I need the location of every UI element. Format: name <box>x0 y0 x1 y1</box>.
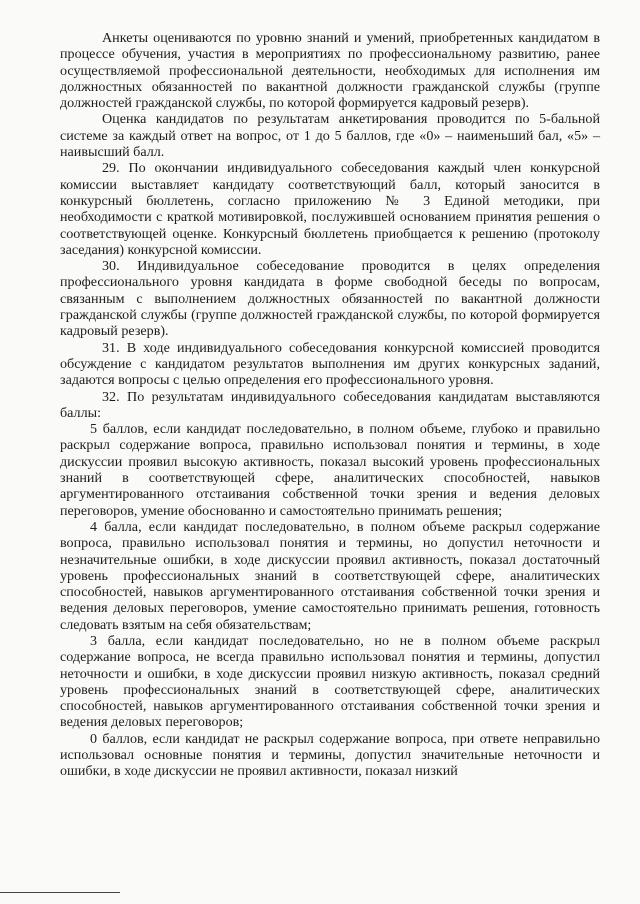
paragraph-questionnaire-scoring: Оценка кандидатов по результатам анкетирования проводится по 5-бальной системе за каждый ответ на вопрос, от 1 до 5 баллов, где «0» – наименьший бал, «5» – наивысший балл. <box>60 111 600 161</box>
footer-divider <box>0 892 120 893</box>
paragraph-score-5: 5 баллов, если кандидат последовательно, в полном объеме, глубоко и правильно раскрыл содержание вопроса, правильно использовал понятия и термины, в ходе дискуссии проявил высокую активность, показал высокий уровень профессиональных знаний в соответствующей сфере, аналитических способностей, навыков аргументированного отстаивания собственной точки зрения и ведения деловых переговоров, умение обоснованно и самостоятельно принимать решения; <box>60 421 600 519</box>
paragraph-score-0: 0 баллов, если кандидат не раскрыл содержание вопроса, при ответе неправильно использовал основные понятия и термины, допустил значительные неточности и ошибки, в ходе дискуссии не проявил активности, показал низкий <box>60 730 600 780</box>
paragraph-item-29: 29. По окончании индивидуального собеседования каждый член конкурсной комиссии выставляет кандидату соответствующий балл, который заносится в конкурсный бюллетень, согласно приложению № 3 Единой методики, при необходимости с краткой мотивировкой, послужившей основанием принятия решения о соответствующей оценке. Конкурсный бюллетень приобщается к решению (протоколу заседания) конкурсной комиссии. <box>60 160 600 258</box>
paragraph-item-31: 31. В ходе индивидуального собеседования конкурсной комиссией проводится обсуждение с кандидатом результатов выполнения им других конкурсных заданий, задаются вопросы с целью определения его профессионального уровня. <box>60 339 600 389</box>
paragraph-questionnaire-evaluation: Анкеты оцениваются по уровню знаний и умений, приобретенных кандидатом в процессе обучения, участия в мероприятиях по профессиональному развитию, ранее осуществляемой профессиональной деятельности, необходимых для исполнения им должностных обязанностей по вакантной должности гражданской службы (группе должностей гражданской службы, по которой формируется кадровый резерв). <box>60 30 600 112</box>
paragraph-score-3: 3 балла, если кандидат последовательно, но не в полном объеме раскрыл содержание вопроса, не всегда правильно использовал понятия и термины, допустил неточности и ошибки, в ходе дискуссии проявил низкую активность, показал средний уровень профессиональных знаний в соответствующей сфере, аналитических способностей, навыков аргументированного отстаивания собственной точки зрения и ведения деловых переговоров; <box>60 632 600 731</box>
paragraph-item-32: 32. По результатам индивидуального собеседования кандидатам выставляются баллы: <box>60 388 600 421</box>
paragraph-item-30: 30. Индивидуальное собеседование проводится в целях определения профессионального уровня кандидата в форме свободной беседы по вопросам, связанным с выполнением должностных обязанностей по вакантной должности гражданской службы (группе должностей гражданской службы, по которой формируется кадровый резерв). <box>60 258 600 340</box>
document-body <box>60 30 600 780</box>
paragraph-score-4: 4 балла, если кандидат последовательно, в полном объеме раскрыл содержание вопроса, правильно использовал понятия и термины, но допустил неточности и незначительные ошибки, в ходе дискуссии проявил активность, показал достаточный уровень профессиональных знаний в соответствующей сфере, аналитических способностей, навыков аргументированного отстаивания собственной точки зрения и ведения деловых переговоров, умение самостоятельно принимать решения, готовность следовать взятым на себя обязательствам; <box>60 518 600 633</box>
